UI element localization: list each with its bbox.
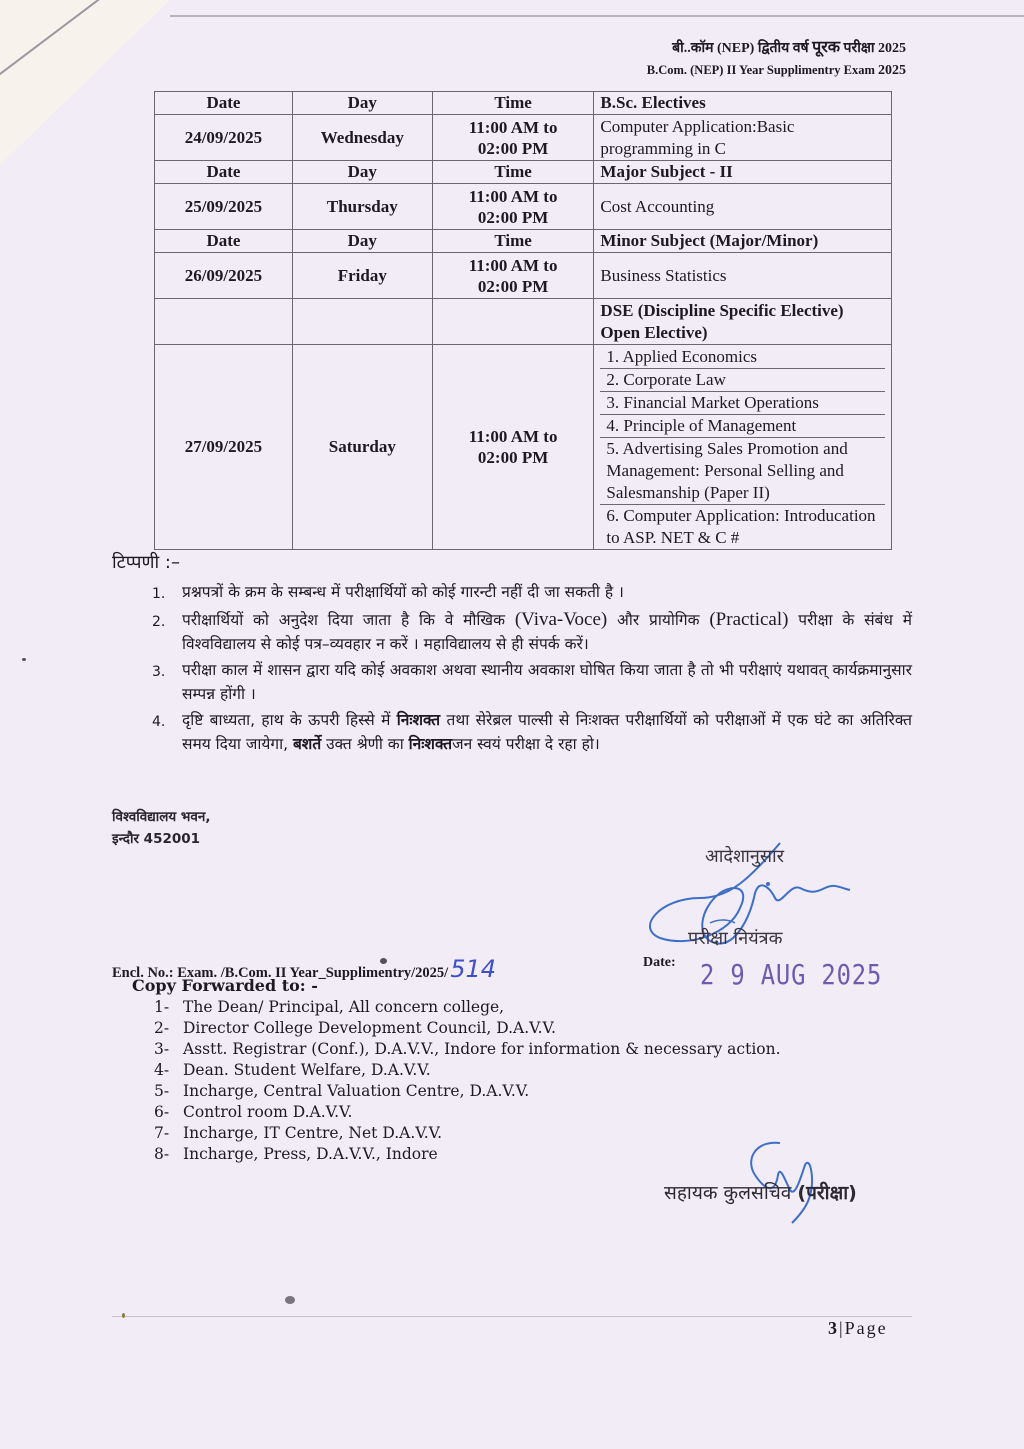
col-header-date: Date [155,161,293,184]
table-row-dse-heading [155,299,892,345]
scan-speck [22,658,26,661]
signature-title-controller: परीक्षा नियंत्रक [688,928,783,949]
col-header-date: Date [155,92,293,115]
dse-subject: 4. Principle of Management [600,414,885,437]
dse-subject: 3. Financial Market Operations [600,391,885,414]
exam-time: 11:00 AM to 02:00 PM [432,115,594,161]
date-stamp: 2 9 AUG 2025 [700,958,883,991]
page-corner-fold [0,0,170,165]
notes-title: टिप्पणी :– [112,552,180,573]
table-header-row [155,161,892,184]
exam-date: 24/09/2025 [155,115,293,161]
empty-cell [292,299,432,345]
header-title-hindi: बी..कॉम (NEP) द्वितीय वर्ष पूरक परीक्षा 2025 [672,39,906,56]
document-header [647,38,906,82]
section-heading: B.Sc. Electives [594,92,892,115]
exam-date: 25/09/2025 [155,184,293,230]
exam-subject: Business Statistics [594,253,892,299]
list-item: 6- Control room D.A.V.V. [154,1103,353,1121]
note-item: 2. परीक्षार्थियों को अनुदेश दिया जाता है कि वे मौखिक (Viva-Voce) और प्रायोगिक (Practical) परीक्षा के संबंध में विश्वविद्यालय से कोई पत्र–व्यवहार न करें । महाविद्यालय से ही संपर्क करें। [152,609,912,653]
page-top-edge [170,15,1024,17]
exam-day: Wednesday [292,115,432,161]
controller-signature-block [640,838,890,958]
dse-subject: 2. Corporate Law [600,368,885,391]
exam-time: 11:00 AM to 02:00 PM [432,345,594,550]
table-row [155,115,892,161]
exam-day: Thursday [292,184,432,230]
table-header-row [155,92,892,115]
col-header-time: Time [432,161,594,184]
list-item: 2- Director College Development Council, D.A.V.V. [154,1019,556,1037]
exam-day: Friday [292,253,432,299]
note-item: 1. प्रश्नपत्रों के क्रम के सम्बन्ध में परीक्षार्थियों को कोई गारन्टी नहीं दी जा सकती है । [152,583,624,602]
dse-subject: 1. Applied Economics [606,346,758,366]
exam-time: 11:00 AM to 02:00 PM [432,184,594,230]
exam-date: 27/09/2025 [155,345,293,550]
exam-subject: Cost Accounting [594,184,892,230]
signature-line-by-order: आदेशानुसार [705,846,785,867]
list-item: 8- Incharge, Press, D.A.V.V., Indore [154,1145,438,1163]
list-item: 7- Incharge, IT Centre, Net D.A.V.V. [154,1124,443,1142]
dse-subject: 6. Computer Application: Introducation to ASP. NET & C # [600,504,885,549]
list-item: 3- Asstt. Registrar (Conf.), D.A.V.V., Indore for information & necessary action. [154,1040,781,1058]
table-row [155,184,892,230]
registrar-signature-block [660,1135,920,1225]
enclosure-number: Encl. No.: Exam. /B.Com. II Year_Supplimentry/2025/514 [112,955,497,983]
section-heading: Minor Subject (Major/Minor) [594,230,892,253]
col-header-day: Day [292,230,432,253]
note-item: 3. परीक्षा काल में शासन द्वारा यदि कोई अवकाश अथवा स्थानीय अवकाश घोषित किया जाता है तो भी परीक्षाएं यथावत् कार्यक्रमानुसार सम्पन्न होंगी । [152,661,912,703]
empty-cell [432,299,594,345]
col-header-date: Date [155,230,293,253]
notes-section [112,550,912,758]
list-item: 5- Incharge, Central Valuation Centre, D.A.V.V. [154,1082,530,1100]
scan-speck [285,1296,295,1304]
table-header-row [155,230,892,253]
handwritten-number: 514 [450,955,497,983]
scan-speck [122,1313,125,1318]
col-header-time: Time [432,92,594,115]
list-item: 1- The Dean/ Principal, All concern college, [154,998,505,1016]
col-header-time: Time [432,230,594,253]
university-address: विश्वविद्यालय भवन, इन्दौर 452001 [112,809,211,847]
table-row [155,253,892,299]
notes-list [112,580,912,756]
empty-cell [155,299,293,345]
scan-speck [380,958,387,964]
date-label: Date: [643,955,676,970]
col-header-day: Day [292,161,432,184]
exam-subject: Computer Application:Basic programming in C [594,115,892,161]
section-heading: Major Subject - II [594,161,892,184]
table-row [155,345,892,550]
page-number: 3|Page [828,1318,888,1338]
copy-forwarded-title: Copy Forwarded to: - [132,976,318,995]
note-item: 4. दृष्टि बाध्यता, हाथ के ऊपरी हिस्से में निःशक्त तथा सेरेब्रल पाल्सी से निःशक्त परीक्षार्थियों को परीक्षाओं में एक घंटे का अतिरिक्त समय दिया जायेगा, बशर्ते उक्त श्रेणी का निःशक्तजन स्वयं परीक्षा दे रहा हो। [152,711,912,753]
footer-divider [112,1316,912,1317]
list-item: 4- Dean. Student Welfare, D.A.V.V. [154,1061,431,1079]
exam-schedule-table [154,91,892,550]
dse-subject-list [594,345,892,550]
exam-time: 11:00 AM to 02:00 PM [432,253,594,299]
section-heading-dse: DSE (Discipline Specific Elective) Open Elective) [594,299,892,345]
exam-day: Saturday [292,345,432,550]
header-title-english: B.Com. (NEP) II Year Supplimentry Exam 2025 [646,63,906,78]
exam-date: 26/09/2025 [155,253,293,299]
col-header-day: Day [292,92,432,115]
signature-title-registrar: सहायक कुलसचिव (परीक्षा) [664,1182,857,1204]
dse-subject: 5. Advertising Sales Promotion and Management: Personal Selling and Salesmanship (Paper II) [600,437,885,504]
